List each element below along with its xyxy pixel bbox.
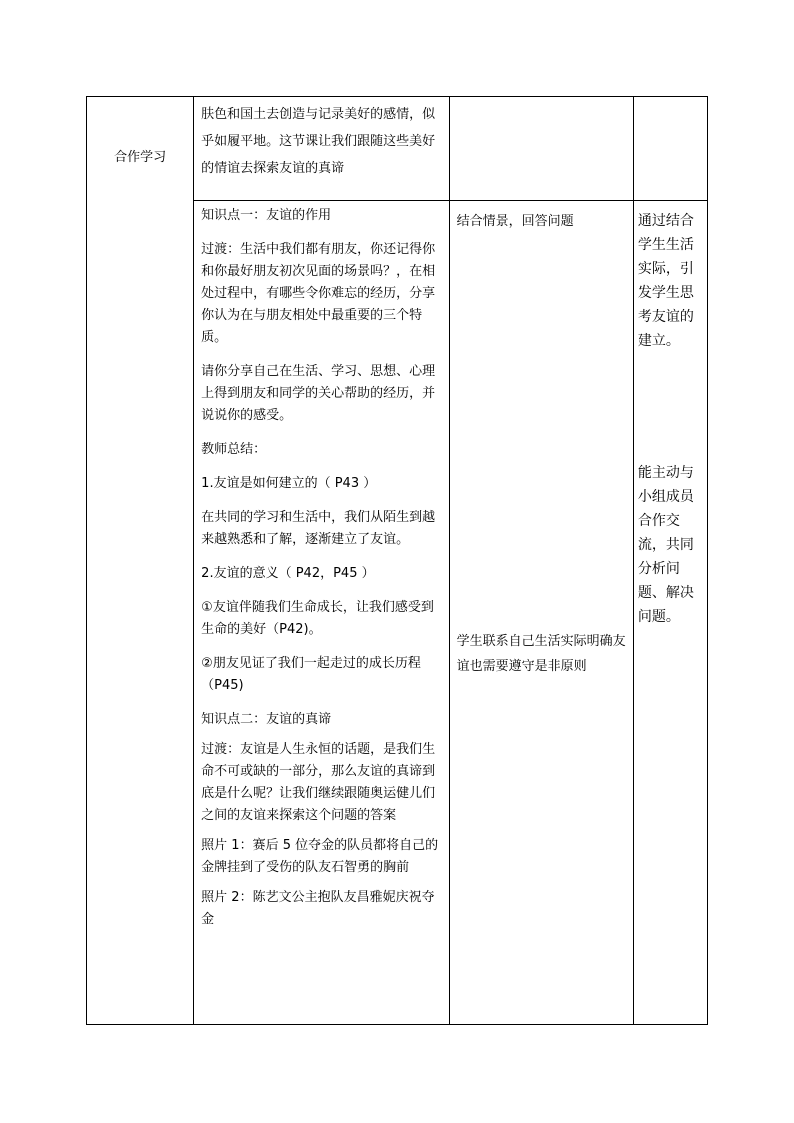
paragraph: ①友谊伴随我们生命成长，让我们感受到生命的美好（P42)。 <box>201 600 434 637</box>
paragraph: 通过结合学生生活实际，引发学生思考友谊的建立。 <box>637 213 694 349</box>
knowledge-point-heading: 知识点二：友谊的真谛 <box>201 712 332 727</box>
paragraph: 2.友谊的意义（ P42，P45 ） <box>201 566 375 581</box>
spacer <box>457 233 627 629</box>
paragraph: ②朋友见证了我们一起走过的成长历程（P45) <box>201 656 421 693</box>
paragraph: 教师总结： <box>201 442 267 457</box>
design-intent-cell <box>633 97 707 201</box>
spacer <box>638 353 703 461</box>
knowledge-point-heading: 知识点一：友谊的作用 <box>201 208 332 223</box>
design-intent-cell <box>633 201 707 1025</box>
paragraph: 肤色和国土去创造与记录美好的感情，似乎如履平地。这节课让我们跟随这些美好的情谊去探索友谊的真谛 <box>201 107 436 176</box>
paragraph: 照片 1：赛后 5 位夺金的队员都将自己的金牌挂到了受伤的队友石智勇的胸前 <box>201 838 439 875</box>
stage-label: 合作学习 <box>114 150 167 165</box>
student-activity-cell <box>449 97 633 201</box>
paragraph: 过渡：生活中我们都有朋友，你还记得你和你最好朋友初次见面的场景吗？，在相处过程中，有哪些令你难忘的经历，分享你认为在与朋友相处中最重要的三个特质。 <box>201 242 436 345</box>
teacher-activity-cell <box>194 201 449 1025</box>
student-activity-cell <box>449 201 633 1025</box>
paragraph: 在共同的学习和生活中，我们从陌生到越来越熟悉和了解，逐渐建立了友谊。 <box>201 510 436 547</box>
lesson-plan-table <box>86 96 708 1025</box>
table-row <box>87 97 708 201</box>
paragraph: 1.友谊是如何建立的（ P43 ） <box>201 476 377 491</box>
paragraph: 过渡：友谊是人生永恒的话题，是我们生命不可或缺的一部分，那么友谊的真谛到底是什么呢？让我们继续跟随奥运健儿们之间的友谊来探索这个问题的答案 <box>201 742 436 823</box>
paragraph: 能主动与小组成员合作交流，共同分析问题、解决问题。 <box>637 465 694 625</box>
paragraph: 学生联系自己生活实际明确友谊也需要遵守是非原则 <box>456 634 626 674</box>
paragraph: 请你分享自己在生活、学习、思想、心理上得到朋友和同学的关心帮助的经历，并说说你的感受。 <box>201 364 436 423</box>
paragraph: 照片 2：陈艺文公主抱队友昌雅妮庆祝夺金 <box>201 890 435 927</box>
paragraph: 结合情景，回答问题 <box>456 214 574 229</box>
stage-cell <box>87 97 194 1025</box>
teacher-activity-cell <box>194 97 449 201</box>
